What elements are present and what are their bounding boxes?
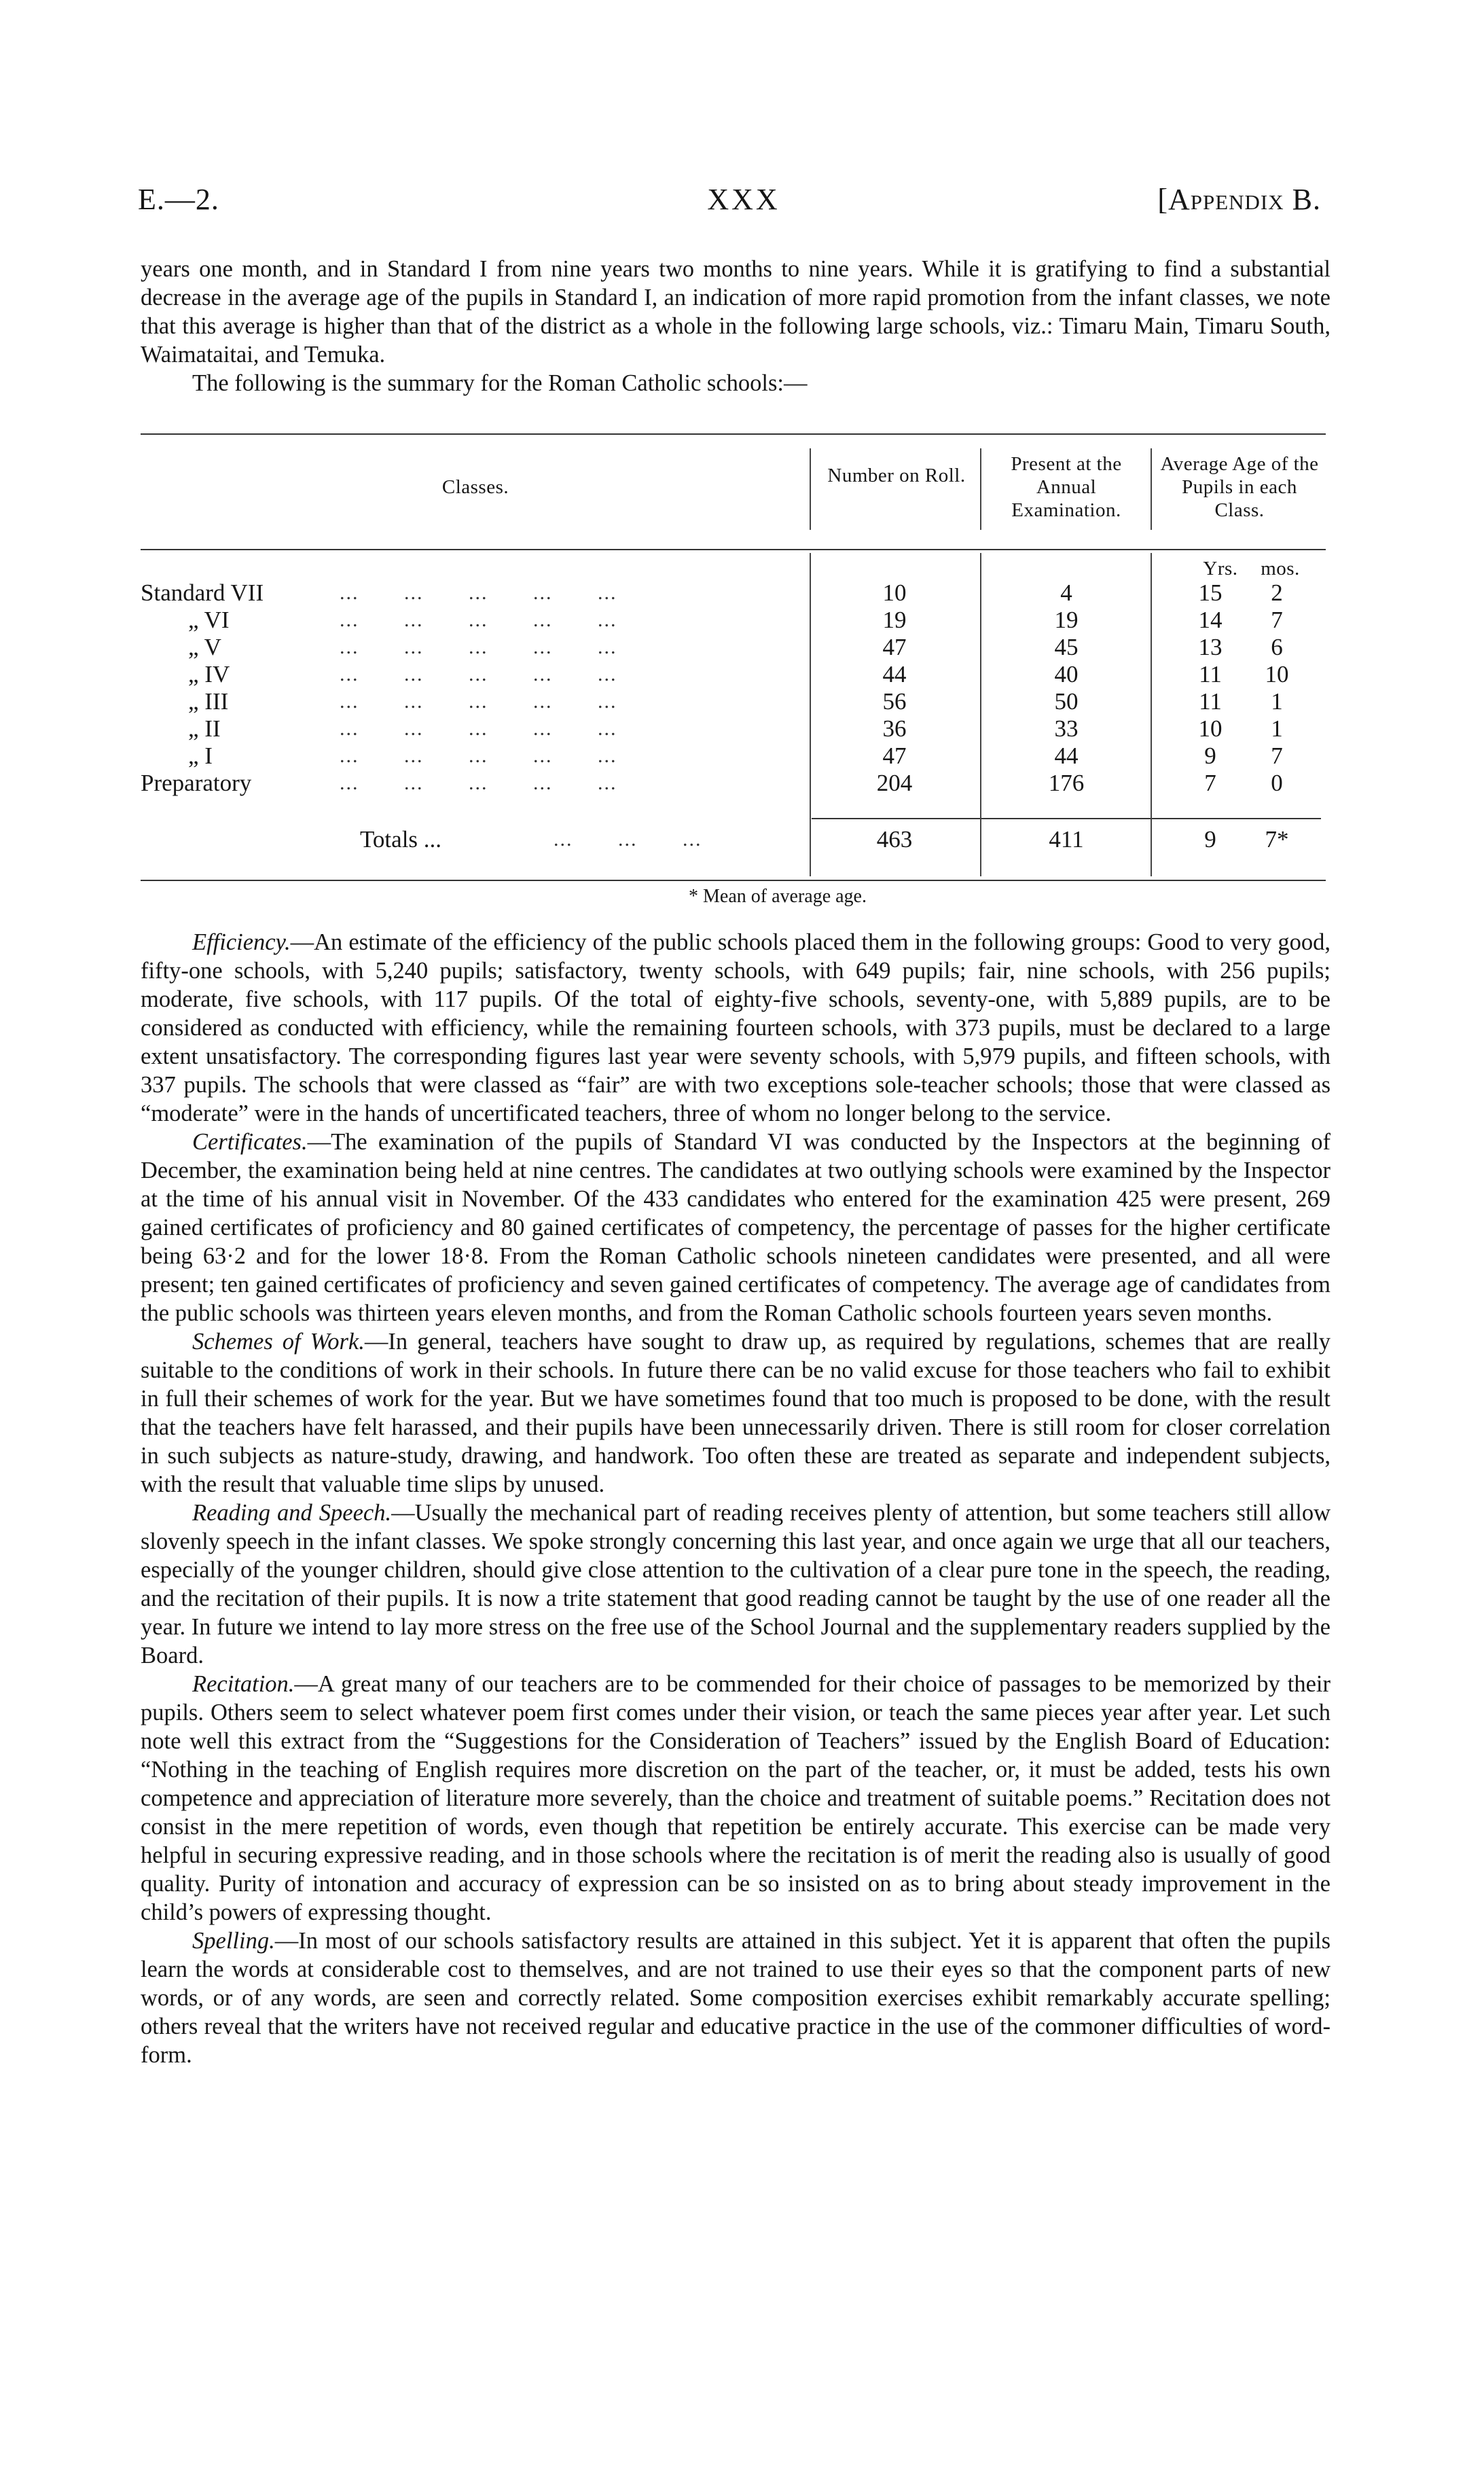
present-cell: 45 [1054,634,1079,660]
roll-cell: 10 [882,579,907,606]
header-number-on-roll: Number on Roll. [827,465,966,486]
row-label: „ IV [188,661,230,687]
header-classes: Classes. [441,476,509,498]
section-heading: Schemes of Work. [192,1329,365,1355]
mos-cell: 1 [1271,715,1283,742]
mos-cell: 1 [1271,688,1283,715]
roll-cell: 36 [882,715,907,742]
roll-cell: 47 [882,634,907,660]
mos-cell: 6 [1271,634,1283,660]
section-text: —The examination of the pupils of Standard VI was conducted by the Inspectors at the beginning of December, the examination being held at nine centres. The candidates at two outlying schools were examined by the Inspector at the time of his annual visit in November. Of the 433 candidates who entered for the examination 425 were present, 269 gained certificates of proficiency and 80 gained certificates of competency, the percentage of passes for the higher certificate being 63·2 and for the lower 18·8. From the Roman Catholic schools nineteen candidates were presented, and all were present; ten gained certificates of proficiency and seven gained certificates of competency. The average age of candidates from the public schools was thirteen years eleven months, and from the Roman Catholic schools fourteen years seven months. [141,1129,1331,1326]
mos-cell: 0 [1271,770,1283,796]
section-heading: Recitation. [192,1671,295,1697]
document-page: E.—2. XXX [Appendix B. years one month, and in Standard I from nine years two months to nine years. While it is gratifying to find a substantial decrease in the average age of the pupils in Standard I, an indication of more rapid promotion from the infant classes, we note that this average is higher than that of the district as a whole in the following large schools, viz.: Timaru Main, Timaru South, Waimataitai, and Temuka. The following is the summary for the Roman Catholic schools:— Classes. Number on Roll. Present at the Annual Examination. Average Age of the Pupils in each Class. Yrs. mos. Standard VII ... ... ... ... ... 10 4 15 2 „ VI ... ... ... ... ... 19 19 14 7 „ V ... ... ... ... ... 47 45 13 6 „ IV ... ... ... ... ... 44 40 11 10 „ III ... ... ... ... ... 56 50 11 1 „ II ... ... ... ... ... 36 33 10 1 „ I ... ... ... ... ... 47 44 9 7 Preparatory ... ... ... ... ... 204 176 7 0 Totals ... ... ... ... 463 411 9 7* * Mean of average age. Efficiency.—An estimate of the efficiency of the public schools placed them in the following groups: Good to very good, fifty-one schools, with 5,240 pupils; satisfactory, twenty schools, with 649 pupils; fair, nine schools, with 256 pupils; moderate, five schools, with 117 pupils. Of the total of eighty-five schools, seventy-one, with 5,889 pupils, are to be considered as conducted with efficiency, while the remaining fourteen schools, with 373 pupils, must be declared to a large extent unsatisfactory. The corresponding figures last year were seventy schools, with 5,979 pupils, and fifteen schools, with 337 pupils. The schools that were classed as “fair” are with two exceptions sole-teacher schools; those that were classed as “moderate” were in the hands of uncertificated teachers, three of whom no longer belong to the service. Certificates.—The examination of the pupils of Standard VI was conducted by the Inspectors at the beginning of December, the examination being held at nine centres. The candidates at two outlying schools were examined by the Inspector at the time of his annual visit in November. Of the 433 candidates who entered for the examination 425 were present, 269 gained certificates of proficiency and 80 gained certificates of competency, the percentage of passes for the higher certificate being 63·2 and for the lower 18·8. From the Roman Catholic schools nineteen candidates were presented, and all were present; ten gained certificates of proficiency and seven gained certificates of competency. The average age of candidates from the public schools was thirteen years eleven months, and from the Roman Catholic schools fourteen years seven months. Schemes of Work.—In general, teachers have sought to draw up, as required by regulations, schemes that are really suitable to the conditions of work in their schools. In future there can be no valid excuse for those teachers who fail to exhibit in full their schemes of work for the year. But we have sometimes found that too much is proposed to be done, with the result that the teachers have felt harassed, and their pupils have been unnecessarily driven. There is still room for closer correlation in such subjects as nature-study, drawing, and handwork. Too often these are treated as separate and independent subjects, with the result that valuable time slips by unused. Reading and Speech.—Usually the mechanical part of reading receives plenty of attention, but some teachers still allow slovenly speech in the infant classes. We spoke strongly concerning this last year, and once again we urge that all our teachers, especially of the younger children, should give close attention to the cultivation of a clear pure tone in the speech, the reading, and the recitation of their pupils. It is now a trite statement that good reading cannot be taught by the use of one reader all the year. In future we intend to lay more stress on the free use of the School Journal and the supplementary readers supplied by the Board. Recitation.—A great many of our teachers are to be commended for their choice of passages to be memorized by their pupils. Others seem to select whatever poem first comes under their vision, or teach the same pieces year after year. Let such note well this extract from the “Suggestions for the Consideration of Teachers” issued by the English Board of Education: “Nothing in the teaching of English requires more discretion on the part of the teacher, or, it must be added, tests his own competence and appreciation of literature more severely, than the choice and treatment of suitable poems.” Recitation does not consist in the mere repetition of words, even though that repetition be entirely accurate. This exercise can be made very helpful in securing expressive reading, and in those schools where the recitation is of merit the reading also is usually of good quality. Purity of intonation and accuracy of expression can be so insisted on as to bring about steady improvement in the child’s powers of expressing thought. Spelling.—In most of our schools satisfactory results are attained in this subject. Yet it is apparent that often the pupils learn the words at considerable cost to themselves, and are not trained to use their eyes so that the component parts of new words, or of any words, are seen and correctly related. Some composition exercises exhibit remarkably accurate spelling; others reveal that the writers have not received regular and educative practice in the use of the commoner difficulties of word-form. [138,183,1331,2068]
present-cell: 4 [1060,579,1072,606]
totals-mos: 7* [1265,826,1289,853]
section-certificates [141,1128,1331,1327]
section-recitation [141,1670,1331,1927]
mos-cell: 7 [1271,742,1283,769]
mos-cell: 7 [1271,607,1283,633]
header-mos: mos. [1261,558,1300,579]
section-text: —Usually the mechanical part of reading receives plenty of attention, but some teachers still allow slovenly speech in the infant classes. We spoke strongly concerning this last year, and once again we urge that all our teachers, especially of the younger children, should give close attention to the cultivation of a clear pure tone in the speech, the reading, and the recitation of their pupils. It is now a trite statement that good reading cannot be taught by the use of one reader all the year. In future we intend to lay more stress on the free use of the School Journal and the supplementary readers supplied by the Board. [141,1500,1331,1668]
header-right: [Appendix B. [1157,183,1321,216]
section-text: —In most of our schools satisfactory results are attained in this subject. Yet it is apparent that often the pupils learn the words at considerable cost to themselves, and are not trained to use their eyes so that the component parts of new words, or of any words, are seen and correctly related. Some composition exercises exhibit remarkably accurate spelling; others reveal that the writers have not received regular and educative practice in the use of the commoner difficulties of word-form. [141,1928,1331,2068]
header-left: E.—2. [138,183,219,216]
header-present: Present at the Annual Examination. [1011,453,1122,521]
roll-cell: 56 [882,688,907,715]
section-efficiency [141,928,1331,1128]
yrs-cell: 9 [1204,742,1216,769]
present-cell: 19 [1054,607,1079,633]
intro-paragraph: years one month, and in Standard I from nine years two months to nine years. While it is gratifying to find a substantial decrease in the average age of the pupils in Standard I, an indication of more rapid promotion from the infant classes, we note that this average is higher than that of the district as a whole in the following large schools, viz.: Timaru Main, Timaru South, Waimataitai, and Temuka. [141,256,1331,368]
section-spelling [141,1927,1331,2069]
table-totals-rule [812,818,1321,819]
table-footnote: * Mean of average age. [689,886,867,907]
mos-cell: 2 [1271,579,1283,606]
totals-label: Totals ... [360,826,442,853]
row-label: „ V [188,634,221,660]
present-cell: 50 [1054,688,1079,715]
row-label: „ II [188,715,221,742]
row-label: „ VI [188,607,230,633]
yrs-cell: 15 [1198,579,1223,606]
present-cell: 176 [1048,770,1085,796]
totals-yrs: 9 [1204,826,1216,853]
roll-cell: 44 [882,661,907,687]
row-label: „ I [188,742,213,769]
section-heading: Efficiency. [192,929,291,955]
mos-cell: 10 [1265,661,1289,687]
roll-cell: 47 [882,742,907,769]
intro-text [141,255,1331,397]
row-label: „ III [188,688,229,715]
roll-cell: 204 [876,770,913,796]
row-label: Preparatory [141,770,252,796]
section-reading-and-speech [141,1499,1331,1670]
table-header-rule [141,549,1326,550]
table-bottom-rule [141,880,1326,881]
row-label: Standard VII [141,579,264,606]
roll-cell: 19 [882,607,907,633]
yrs-cell: 10 [1198,715,1223,742]
page-number: XXX [707,183,780,216]
totals-present: 411 [1049,826,1084,853]
section-heading: Spelling. [192,1928,275,1954]
section-schemes-of-work [141,1327,1331,1499]
section-heading: Certificates. [192,1129,308,1155]
header-yrs: Yrs. [1203,558,1238,579]
section-text: —A great many of our teachers are to be commended for their choice of passages to be memorized by their pupils. Others seem to select whatever poem first comes under their vision, or teach the same pieces year after year. Let such note well this extract from the “Suggestions for the Consideration of Teachers” issued by the English Board of Education: “Nothing in the teaching of English requires more discretion on the part of the teacher, or, it must be added, tests his own competence and appreciation of literature more severely, than the choice and treatment of suitable poems.” Recitation does not consist in the mere repetition of words, even though that repetition be entirely accurate. This exercise can be made very helpful in securing expressive reading, and in those schools where the recitation is of merit the reading also is usually of good quality. Purity of intonation and accuracy of expression can be so insisted on as to bring about steady improvement in the child’s powers of expressing thought. [141,1671,1331,1925]
section-text: —An estimate of the efficiency of the public schools placed them in the following groups: Good to very good, fifty-one schools, with 5,240 pupils; satisfactory, twenty schools, with 649 pupils; fair, nine schools, with 256 pupils; moderate, five schools, with 117 pupils. Of the total of eighty-five schools, seventy-one, with 5,889 pupils, are to be considered as conducted with efficiency, while the remaining fourteen schools, with 373 pupils, must be declared to a large extent unsatisfactory. The corresponding figures last year were seventy schools, with 5,979 pupils, and fifteen schools, with 337 pupils. The schools that were classed as “fair” are with two exceptions sole-teacher schools; those that were classed as “moderate” were in the hands of uncertificated teachers, three of whom no longer belong to the service. [141,929,1331,1126]
yrs-cell: 13 [1198,634,1223,660]
section-heading: Reading and Speech. [192,1500,392,1526]
yrs-cell: 14 [1198,607,1223,633]
yrs-cell: 11 [1199,688,1222,715]
section-text: —In general, teachers have sought to draw up, as required by regulations, schemes that are really suitable to the conditions of work in their schools. In future there can be no valid excuse for those teachers who fail to exhibit in full their schemes of work for the year. But we have sometimes found that too much is proposed to be done, with the result that the teachers have felt harassed, and their pupils have been unnecessarily driven. There is still room for closer correlation in such subjects as nature-study, drawing, and handwork. Too often these are treated as separate and independent subjects, with the result that valuable time slips by unused. [141,1329,1331,1497]
present-cell: 33 [1054,715,1079,742]
yrs-cell: 7 [1204,770,1216,796]
yrs-cell: 11 [1199,661,1222,687]
header-average-age: Average Age of the Pupils in each Class. [1160,453,1319,521]
report-sections [141,928,1331,2069]
totals-roll: 463 [876,826,913,853]
table-intro: The following is the summary for the Roman Catholic schools:— [192,370,808,396]
present-cell: 44 [1054,742,1079,769]
table-top-rule [141,433,1326,435]
present-cell: 40 [1054,661,1079,687]
